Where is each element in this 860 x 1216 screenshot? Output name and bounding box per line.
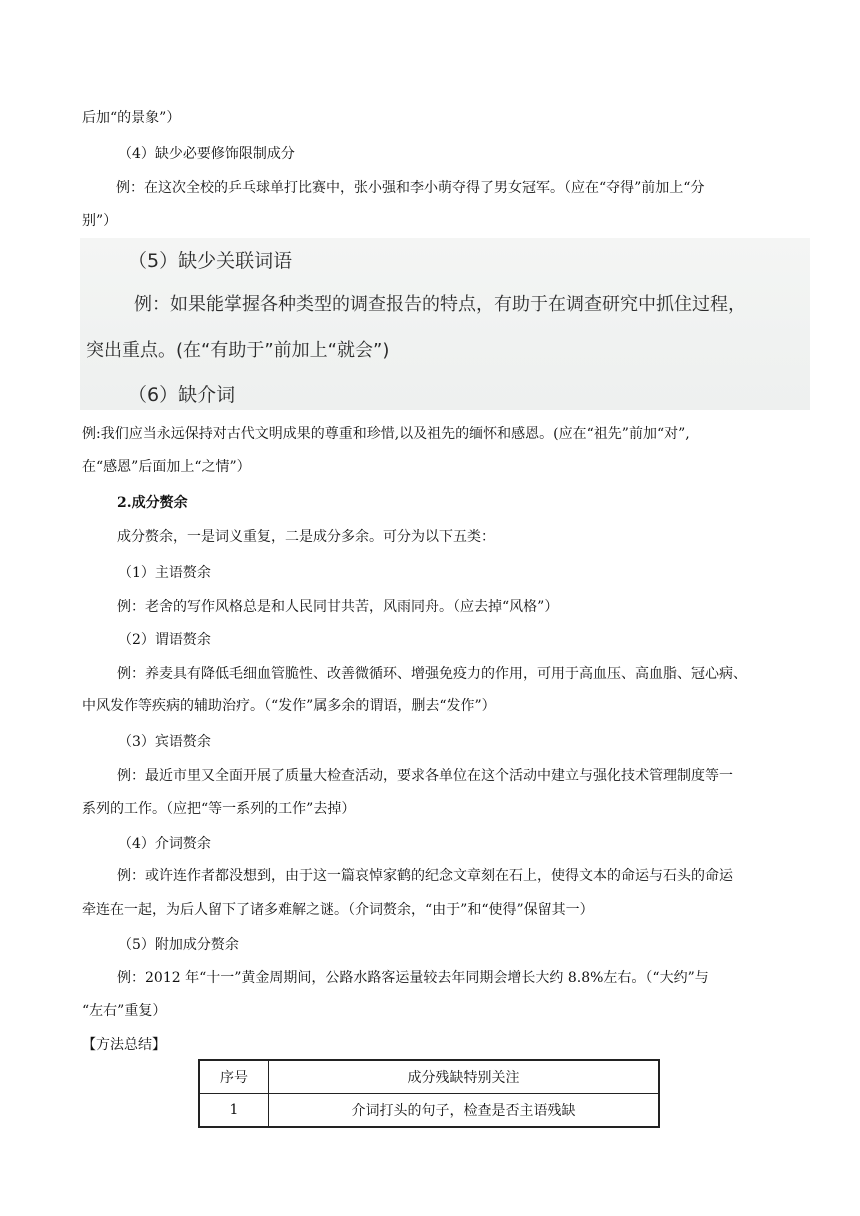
embedded-heading: （6）缺介词 <box>128 384 236 406</box>
text-line: 在“感恩”后面加上“之情”） <box>82 459 251 475</box>
embedded-screenshot <box>80 238 810 410</box>
text-line: “左右”重复） <box>82 1003 167 1019</box>
method-summary-heading: 【方法总结】 <box>82 1037 166 1053</box>
example-line: 例：老舍的写作风格总是和人民同甘共苦，风雨同舟。（应去掉“风格”） <box>117 599 559 615</box>
example-line: 例:我们应当永远保持对古代文明成果的尊重和珍惜,以及祖先的缅怀和感恩。(应在“祖先”前加“对”, <box>82 426 690 442</box>
summary-table <box>198 1059 660 1128</box>
table-header-row <box>199 1060 659 1094</box>
subheading: （4）介词赘余 <box>118 836 211 852</box>
subheading: （4）缺少必要修饰限制成分 <box>118 146 295 162</box>
example-line: 例：养麦具有降低毛细血管脆性、改善微循环、增强免疫力的作用，可用于高血压、高血脂、冠心病、 <box>117 666 747 682</box>
example-line: 例：在这次全校的乒乓球单打比赛中，张小强和李小萌夺得了男女冠军。（应在“夺得”前加上“分 <box>116 180 705 196</box>
paragraph: 成分赘余，一是词义重复，二是成分多余。可分为以下五类： <box>117 529 495 545</box>
subheading: （1）主语赘余 <box>118 565 211 581</box>
example-line: 例：或许连作者都没想到，由于这一篇哀悼家鹤的纪念文章刻在石上，使得文本的命运与石头的命运 <box>117 868 733 884</box>
subheading: （5）附加成分赘余 <box>118 937 239 953</box>
text-line: 别”） <box>82 213 118 229</box>
embedded-example-continued: 突出重点。(在“有助于”前加上“就会”) <box>86 340 390 361</box>
example-line: 例：最近市里又全面开展了质量大检查活动，要求各单位在这个活动中建立与强化技术管理制度等一 <box>117 768 733 784</box>
table-row <box>199 1094 659 1128</box>
table-header-cell: 成分残缺特别关注 <box>269 1060 660 1094</box>
table-cell: 介词打头的句子，检查是否主语残缺 <box>269 1094 660 1128</box>
table-header-cell: 序号 <box>199 1060 269 1094</box>
table-cell: 1 <box>199 1094 269 1128</box>
text-line: 牵连在一起，为后人留下了诸多难解之谜。（介词赘余，“由于”和“使得”保留其一） <box>82 902 594 918</box>
text-line: 后加“的景象”） <box>82 110 181 126</box>
subheading: （3）宾语赘余 <box>118 734 211 750</box>
text-line: 系列的工作。（应把“等一系列的工作”去掉） <box>82 801 356 817</box>
subheading: （2）谓语赘余 <box>118 632 211 648</box>
example-line: 例：2012 年“十一”黄金周期间，公路水路客运量较去年同期会增长大约 8.8%左右。（“大约”与 <box>117 970 709 986</box>
section-heading: 2.成分赘余 <box>117 495 188 511</box>
embedded-heading: （5）缺少关联词语 <box>128 250 293 272</box>
text-line: 中风发作等疾病的辅助治疗。（“发作”属多余的谓语，删去“发作”） <box>82 698 496 714</box>
embedded-example: 例：如果能掌握各种类型的调查报告的特点，有助于在调查研究中抓住过程， <box>134 294 746 315</box>
